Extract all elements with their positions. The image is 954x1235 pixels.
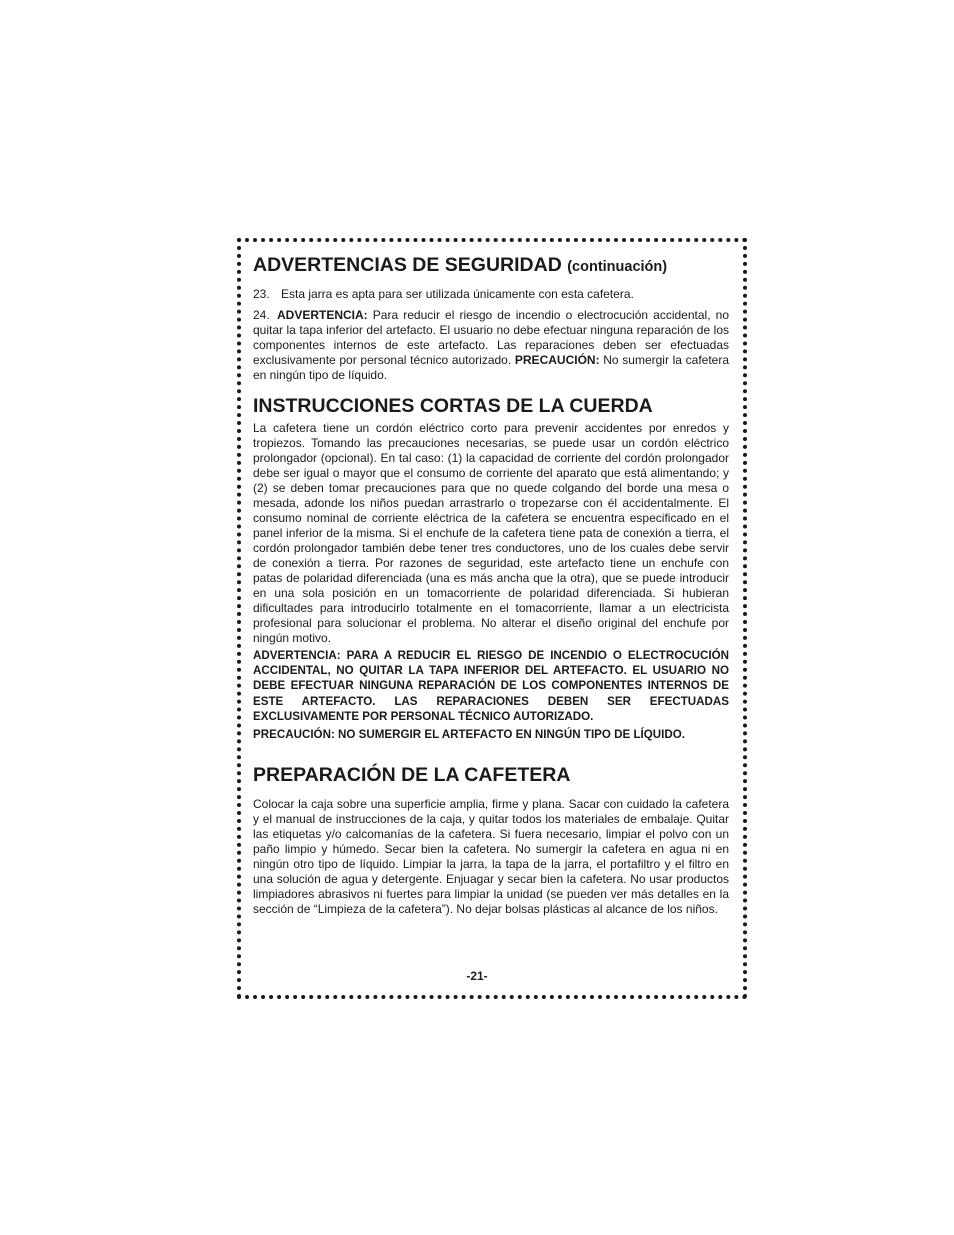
page-number: -21- [466, 969, 488, 983]
caution-label: PRECAUCIÓN: [514, 353, 600, 367]
section-title-safety-warnings [253, 252, 729, 280]
list-item-24 [253, 308, 729, 383]
list-item-23 [253, 287, 729, 302]
warning-label: ADVERTENCIA: [277, 308, 368, 322]
caution-text: No sumergir la cafetera en ningún tipo de líquido. [253, 353, 730, 382]
short-cord-caution: PRECAUCIÓN: NO SUMERGIR EL ARTEFACTO EN NINGÚN TIPO DE LÍQUIDO. [253, 728, 685, 742]
section-title-short-cord: INSTRUCCIONES CORTAS DE LA CUERDA [253, 395, 653, 417]
section-subtitle-continuation: (continuación) [567, 259, 668, 275]
preparation-body: Colocar la caja sobre una superficie amplia, firme y plana. Sacar con cuidado la cafetera y el manual de instrucciones de la caja, y quitar todos los materiales de embalaje. Quitar las etiquetas y/o calcomanías de la cafetera. Si fuera necesario, limpiar el polvo con un paño limpio y húmedo. Secar bien la cafetera. No sumergir la cafetera en agua ni en ningún otro tipo de líquido. Limpiar la jarra, la tapa de la jarra, el portafiltro y el filtro en una solución de agua y detergente. Enjuagar y secar bien la cafetera. No usar productos limpiadores abrasivos ni fuertes para limpiar la unidad (se pueden ver más detalles en la sección de “Limpieza de la cafetera”). No dejar bolsas plásticas al alcance de los niños. [253, 797, 729, 917]
item-text: Para reducir el riesgo de incendio o electrocución accidental, no quitar la tapa inferior del artefacto. El usuario no debe efectuar ninguna reparación de los componentes internos de este artefacto. Las reparaciones deben ser efectuadas exclusivamente por personal técnico autorizado. [253, 308, 730, 367]
item-text: Esta jarra es apta para ser utilizada únicamente con esta cafetera. [281, 287, 634, 301]
section-title-preparation: PREPARACIÓN DE LA CAFETERA [253, 764, 571, 787]
page-content [253, 252, 729, 917]
item-number: 24. [253, 308, 270, 322]
short-cord-body: La cafetera tiene un cordón eléctrico corto para prevenir accidentes por enredos y tropiezos. Tomando las precauciones necesarias, se puede usar un cordón eléctrico prolongador (opcional). En tal caso: (1) la capacidad de corriente del cordón prolongador debe ser igual o mayor que el consumo de corriente del aparato que está alimentando; y (2) se deben tomar precauciones para que no quede colgando del borde una mesa o mesada, adonde los niños puedan arrastrarlo o tropezarse con él accidentalmente. El consumo nominal de corriente eléctrica de la cafetera se encuentra especificado en el panel inferior de la misma. Si el enchufe de la cafetera tiene pata de conexión a tierra, el cordón prolongador también debe tener tres conductores, uno de los cuales debe servir de conexión a tierra. Por razones de seguridad, este artefacto tiene un enchufe con patas de polaridad diferenciada (una es más ancha que la otra), que se puede introducir en una sola posición en un tomacorriente de polaridad diferenciada. Si hubieran dificultades para introducirlo totalmente en el tomacorriente, llamar a un electricista profesional para solucionar el problema. No alterar el diseño original del enchufe por ningún motivo. [253, 421, 729, 645]
section-title-safety-text: ADVERTENCIAS DE SEGURIDAD [253, 254, 562, 276]
short-cord-warning: ADVERTENCIA: PARA A REDUCIR EL RIESGO DE INCENDIO O ELECTROCUCIÓN ACCIDENTAL, NO QUITAR LA TAPA INFERIOR DEL ARTEFACTO. EL USUARIO NO DEBE EFECTUAR NINGUNA REPARACIÓN DE LOS COMPONENTES INTERNOS DE ESTE ARTEFACTO. LAS REPARACIONES DEBEN SER EFECTUADAS EXCLUSIVAMENTE POR PERSONAL TÉCNICO AUTORIZADO. [253, 649, 729, 723]
item-number: 23. [253, 287, 270, 301]
